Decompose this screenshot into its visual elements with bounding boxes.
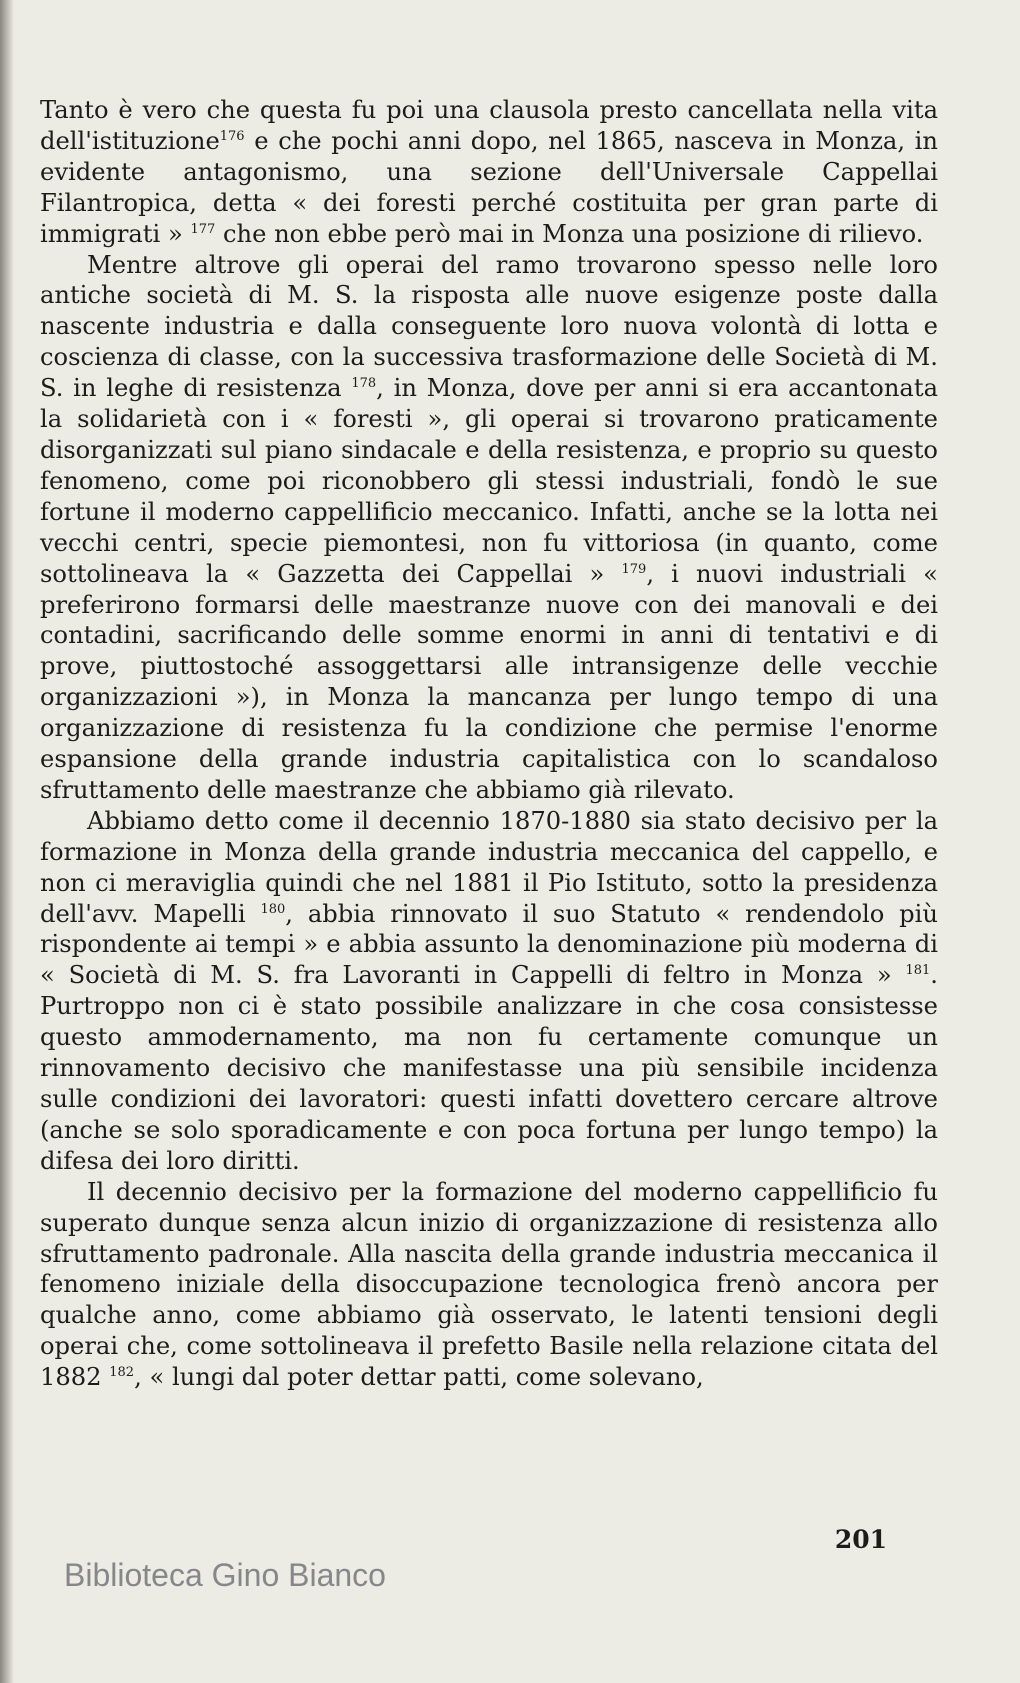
page-number: 201 (834, 1525, 887, 1554)
paragraph (40, 806, 938, 1177)
library-watermark: Biblioteca Gino Bianco (64, 1557, 386, 1593)
footnote-ref: 182 (109, 1365, 135, 1381)
text-segment: Tanto è vero che questa fu poi una clausola presto cancellata nella vita dell'istituzione (40, 96, 938, 155)
text-segment: . Purtroppo non ci è stato possibile analizzare in che cosa consistesse questo ammodernamento, ma non fu certamente comunque un rinnovamento decisivo che manifestasse una più sensibile incidenza sulle condizioni dei lavoratori: questi infatti dovettero cercare altrove (anche se solo sporadicamente e con poca fortuna per lungo tempo) la difesa dei loro diritti. (40, 961, 938, 1175)
text-segment: , « lungi dal poter dettar patti, come solevano, (134, 1363, 704, 1392)
text-segment: , in Monza, dove per anni si era accantonata la solidarietà con i « foresti », gli operai si trovarono praticamente disorganizzati sul piano sindacale e della resistenza, e proprio su questo fenomeno, come poi riconobbero gli stessi industriali, fondò le sue fortune il moderno cappellificio meccanico. Infatti, anche se la lotta nei vecchi centri, specie piemontesi, non fu vittoriosa (in quanto, come sottolineava la « Gazzetta dei Cappellai » (40, 374, 938, 588)
footnote-ref: 178 (351, 376, 377, 392)
footnote-ref: 181 (905, 963, 931, 979)
text-segment: Il decennio decisivo per la formazione del moderno cappellificio fu superato dunque senza alcun inizio di organizzazione di resistenza allo sfruttamento padronale. Alla nascita della grande industria meccanica il fenomeno iniziale della disoccupazione tecnologica frenò ancora per qualche anno, come abbiamo già osservato, le latenti tensioni degli operai che, come sottolineava il prefetto Basile nella relazione citata del 1882 (40, 1177, 938, 1392)
text-segment: Mentre altrove gli operai del ramo trovarono spesso nelle loro antiche società di M. S. la risposta alle nuove esigenze poste dalla nascente industria e dalla conseguente loro nuova volontà di lotta e coscienza di classe, con la successiva trasformazione delle Società di M. S. in leghe di resistenza (40, 250, 938, 403)
text-segment: Abbiamo detto come il decennio 1870-1880 sia stato decisivo per la formazione in Monza della grande industria meccanica del cappello, e non ci meraviglia quindi che nel 1881 il Pio Istituto, sotto la presidenza dell'avv. Mapelli (40, 806, 938, 928)
footnote-ref: 177 (190, 221, 216, 237)
footnote-ref: 179 (621, 561, 647, 577)
paragraph (40, 95, 938, 250)
footnote-ref: 176 (219, 128, 245, 144)
footnote-ref: 180 (260, 901, 286, 917)
text-segment: , i nuovi industriali « preferirono formarsi delle maestranze nuove con dei manovali e dei contadini, sacrificando delle somme enormi in anni di tentativi e di prove, piuttostoché assoggettarsi alle intransigenze delle vecchie organizzazioni »), in Monza la mancanza per lungo tempo di una organizzazione di resistenza fu la condizione che permise l'enorme espansione della grande industria capitalistica con lo scandaloso sfruttamento delle maestranze che abbiamo già rilevato. (40, 559, 938, 804)
text-segment: , abbia rinnovato il suo Statuto « rendendolo più rispondente ai tempi » e abbia assunto la denominazione più moderna di « Società di M. S. fra Lavoranti in Cappelli di feltro in Monza » (40, 899, 938, 990)
paragraph (40, 1177, 938, 1393)
page-binding-shadow (0, 0, 14, 1683)
paragraph (40, 250, 938, 806)
body-text (40, 95, 938, 1393)
text-segment: e che pochi anni dopo, nel 1865, nasceva in Monza, in evidente antagonismo, una sezione dell'Universale Cappellai Filantropica, detta « dei foresti perché costituita per gran parte di immigrati » (40, 126, 938, 248)
text-segment: che non ebbe però mai in Monza una posizione di rilievo. (215, 219, 924, 248)
